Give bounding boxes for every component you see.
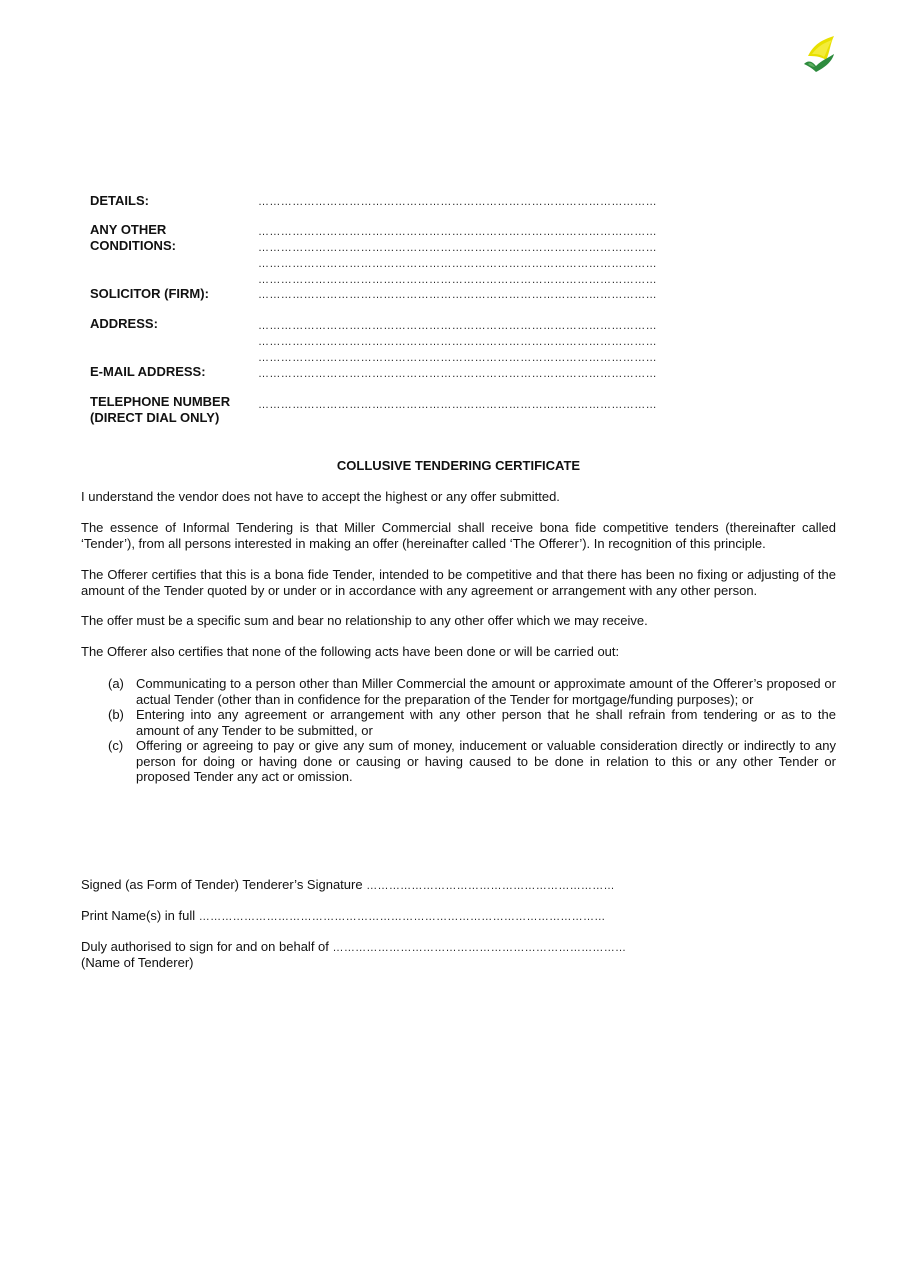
company-logo-icon (800, 34, 840, 76)
list-marker: (b) (108, 707, 124, 722)
other-conditions-field-line2[interactable]: …………………………………………………………………………………………… (258, 242, 657, 254)
paragraph-acts-intro: The Offerer also certifies that none of the following acts have been done or will be carried out: (81, 644, 620, 659)
telephone-field[interactable]: …………………………………………………………………………………………… (258, 399, 657, 411)
list-marker: (a) (108, 676, 124, 691)
address-field-line2[interactable]: …………………………………………………………………………………………… (258, 336, 657, 348)
list-item-text: Entering into any agreement or arrangement with any other person that he shall refrain from tendering or as to the amount of any Tender to be submitted, or (136, 707, 836, 738)
list-item-b (81, 707, 836, 738)
signature-field[interactable]: ………………………………………………………… (366, 880, 615, 892)
address-label: ADDRESS: (90, 316, 158, 331)
paragraph-bona-fide: The Offerer certifies that this is a bona fide Tender, intended to be competitive and that there has been no fixing or adjusting of the amount of the Tender quoted by or under or in accordance with any agreement or arrangement with any other person. (81, 567, 836, 598)
paragraph-informal-tendering: The essence of Informal Tendering is that Miller Commercial shall receive bona fide competitive tenders (thereinafter called ‘Tender’), from all persons interested in making an offer (hereinafter called ‘The Offerer’). In recognition of this principle. (81, 520, 836, 551)
list-item-a (81, 676, 836, 707)
solicitor-label: SOLICITOR (FIRM): (90, 286, 209, 301)
print-name-line (81, 908, 606, 925)
telephone-label-line1: TELEPHONE NUMBER (90, 394, 231, 409)
email-label: E-MAIL ADDRESS: (90, 364, 206, 379)
paragraph-specific-sum: The offer must be a specific sum and bear no relationship to any other offer which we may receive. (81, 613, 648, 628)
email-field[interactable]: …………………………………………………………………………………………… (258, 368, 657, 380)
signature-label: Signed (as Form of Tender) Tenderer’s Signature (81, 877, 363, 892)
address-field-line3[interactable]: …………………………………………………………………………………………… (258, 352, 657, 364)
paragraph-vendor: I understand the vendor does not have to accept the highest or any offer submitted. (81, 489, 560, 504)
list-marker: (c) (108, 738, 124, 753)
print-name-field[interactable]: ……………………………………………………………………………………………… (198, 911, 606, 923)
certificate-heading: COLLUSIVE TENDERING CERTIFICATE (336, 458, 581, 473)
tenderer-note: (Name of Tenderer) (81, 955, 194, 970)
list-item-text: Offering or agreeing to pay or give any sum of money, inducement or valuable consideration directly or indirectly to any person for doing or having done or causing or having caused to be done in relation to this or any other Tender or proposed Tender any act or omission. (136, 738, 836, 784)
authorised-line (81, 939, 626, 956)
other-conditions-label-line1: ANY OTHER (90, 222, 167, 237)
solicitor-field[interactable]: …………………………………………………………………………………………… (258, 289, 657, 301)
signature-line (81, 877, 615, 894)
print-name-label: Print Name(s) in full (81, 908, 196, 923)
other-conditions-field-line3[interactable]: …………………………………………………………………………………………… (258, 258, 657, 270)
list-item-text: Communicating to a person other than Miller Commercial the amount or approximate amount of the Offerer’s proposed or actual Tender (other than in confidence for the preparation of the Tender for mortgage/funding purposes); or (136, 676, 836, 707)
authorised-label: Duly authorised to sign for and on behalf of (81, 939, 329, 954)
other-conditions-field-line4[interactable]: …………………………………………………………………………………………… (258, 274, 657, 286)
address-field-line1[interactable]: …………………………………………………………………………………………… (258, 320, 657, 332)
telephone-label-line2: (DIRECT DIAL ONLY) (90, 410, 220, 425)
list-item-c (81, 738, 836, 785)
details-label: DETAILS: (90, 193, 149, 208)
other-conditions-field-line1[interactable]: …………………………………………………………………………………………… (258, 226, 657, 238)
other-conditions-label-line2: CONDITIONS: (90, 238, 176, 253)
authorised-field[interactable]: …………………………………………………………………… (332, 942, 627, 954)
details-field[interactable]: …………………………………………………………………………………………… (258, 196, 657, 208)
